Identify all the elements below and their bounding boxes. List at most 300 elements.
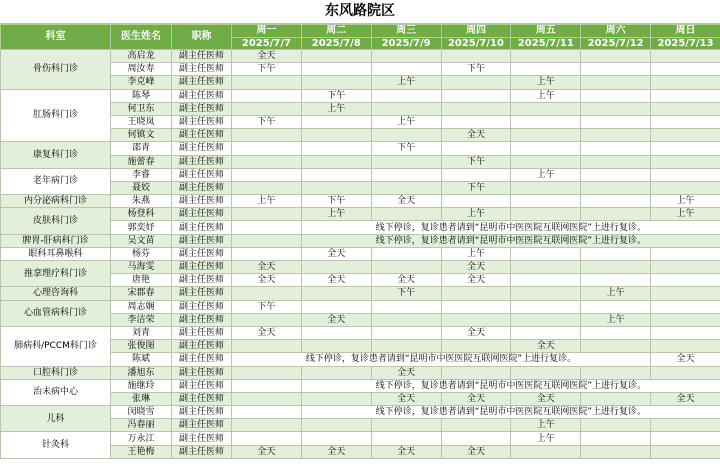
schedule-cell: 上午 xyxy=(581,287,651,300)
table-row xyxy=(1,406,720,419)
department-name: 脾胃-肝病科门诊 xyxy=(1,234,111,247)
schedule-cell: 上午 xyxy=(511,76,581,89)
schedule-cell xyxy=(371,313,441,326)
schedule-cell xyxy=(232,234,302,247)
table-row xyxy=(1,50,720,63)
doctor-position: 副主任医师 xyxy=(172,142,232,155)
doctor-name: 冯春丽 xyxy=(111,419,172,432)
doctor-position: 副主任医师 xyxy=(172,379,232,392)
schedule-cell xyxy=(581,155,651,168)
department-name: 肛肠科门诊 xyxy=(1,89,111,142)
doctor-name: 杨登科 xyxy=(111,208,172,221)
schedule-cell xyxy=(371,102,441,115)
schedule-cell xyxy=(581,419,651,432)
schedule-cell: 全天 xyxy=(371,445,441,458)
schedule-cell xyxy=(651,419,720,432)
doctor-position: 副主任医师 xyxy=(172,274,232,287)
doctor-position: 副主任医师 xyxy=(172,445,232,458)
table-row xyxy=(1,247,720,260)
schedule-cell xyxy=(651,181,720,194)
table-row xyxy=(1,261,720,274)
schedule-cell xyxy=(651,287,720,300)
schedule-cell xyxy=(232,366,302,379)
schedule-cell xyxy=(651,445,720,458)
schedule-cell xyxy=(511,326,581,339)
schedule-cell xyxy=(301,63,371,76)
schedule-cell xyxy=(301,340,371,353)
header-weekday: 周五 xyxy=(511,25,581,38)
header-weekday: 周四 xyxy=(441,25,511,38)
schedule-cell: 全天 xyxy=(301,247,371,260)
department-name: 内分泌病科门诊 xyxy=(1,195,111,208)
department-name: 眼科耳鼻喉科 xyxy=(1,247,111,260)
schedule-cell: 下午 xyxy=(441,155,511,168)
schedule-cell xyxy=(581,432,651,445)
schedule-cell: 下午 xyxy=(441,181,511,194)
page-title: 东风路院区 xyxy=(0,0,720,24)
schedule-cell xyxy=(301,155,371,168)
schedule-cell: 全天 xyxy=(371,366,441,379)
schedule-cell xyxy=(511,313,581,326)
doctor-name: 闵晓雪 xyxy=(111,406,172,419)
header-position: 职称 xyxy=(172,25,232,50)
department-name: 心血管病科门诊 xyxy=(1,300,111,326)
schedule-cell xyxy=(232,379,302,392)
schedule-cell xyxy=(371,129,441,142)
doctor-name: 潘旭东 xyxy=(111,366,172,379)
department-name: 肺病科/PCCM科门诊 xyxy=(1,326,111,366)
schedule-cell xyxy=(651,89,720,102)
schedule-cell: 全天 xyxy=(232,261,302,274)
schedule-cell: 上午 xyxy=(651,208,720,221)
header-weekday: 周日 xyxy=(651,25,720,38)
schedule-cell: 全天 xyxy=(371,195,441,208)
doctor-position: 副主任医师 xyxy=(172,76,232,89)
schedule-cell: 上午 xyxy=(511,168,581,181)
doctor-position: 副主任医师 xyxy=(172,392,232,405)
doctor-name: 万永江 xyxy=(111,432,172,445)
schedule-cell: 上午 xyxy=(232,195,302,208)
table-row xyxy=(1,366,720,379)
schedule-cell xyxy=(301,392,371,405)
schedule-cell xyxy=(301,76,371,89)
department-name: 骨伤科门诊 xyxy=(1,50,111,90)
doctor-name: 陈琴 xyxy=(111,89,172,102)
doctor-position: 副主任医师 xyxy=(172,247,232,260)
schedule-cell: 全天 xyxy=(371,392,441,405)
schedule-cell xyxy=(581,261,651,274)
schedule-cell: 下午 xyxy=(301,89,371,102)
schedule-cell: 上午 xyxy=(371,115,441,128)
table-row xyxy=(1,326,720,339)
schedule-cell xyxy=(371,326,441,339)
doctor-name: 杨芬 xyxy=(111,247,172,260)
schedule-cell xyxy=(371,432,441,445)
department-name: 儿科 xyxy=(1,406,111,432)
schedule-cell xyxy=(511,208,581,221)
doctor-name: 邵青 xyxy=(111,142,172,155)
schedule-cell xyxy=(511,50,581,63)
schedule-cell: 上午 xyxy=(511,89,581,102)
schedule-cell xyxy=(371,181,441,194)
schedule-cell: 下午 xyxy=(371,142,441,155)
header-date: 2025/7/11 xyxy=(511,38,581,50)
schedule-cell xyxy=(651,115,720,128)
schedule-cell xyxy=(581,89,651,102)
schedule-cell xyxy=(511,274,581,287)
doctor-position: 副主任医师 xyxy=(172,208,232,221)
doctor-position: 副主任医师 xyxy=(172,340,232,353)
schedule-cell xyxy=(581,326,651,339)
schedule-cell xyxy=(581,366,651,379)
header-date: 2025/7/9 xyxy=(371,38,441,50)
schedule-cell xyxy=(232,208,302,221)
schedule-cell: 全天 xyxy=(441,392,511,405)
doctor-position: 副主任医师 xyxy=(172,50,232,63)
doctor-position: 副主任医师 xyxy=(172,406,232,419)
schedule-cell xyxy=(441,287,511,300)
schedule-cell xyxy=(441,366,511,379)
schedule-cell: 上午 xyxy=(511,432,581,445)
header-weekday: 周六 xyxy=(581,25,651,38)
schedule-cell xyxy=(301,287,371,300)
schedule-cell: 下午 xyxy=(232,63,302,76)
doctor-name: 陈斌 xyxy=(111,353,172,366)
schedule-cell: 上午 xyxy=(371,76,441,89)
department-name: 口腔科门诊 xyxy=(1,366,111,379)
doctor-position: 副主任医师 xyxy=(172,326,232,339)
doctor-position: 副主任医师 xyxy=(172,155,232,168)
schedule-cell xyxy=(651,366,720,379)
doctor-position: 副主任医师 xyxy=(172,234,232,247)
table-row xyxy=(1,379,720,392)
schedule-cell xyxy=(581,63,651,76)
schedule-cell xyxy=(232,247,302,260)
schedule-cell xyxy=(581,392,651,405)
schedule-cell xyxy=(371,50,441,63)
schedule-cell xyxy=(651,142,720,155)
schedule-cell xyxy=(511,300,581,313)
doctor-position: 副主任医师 xyxy=(172,195,232,208)
doctor-position: 副主任医师 xyxy=(172,129,232,142)
schedule-cell xyxy=(651,129,720,142)
table-row xyxy=(1,89,720,102)
schedule-cell xyxy=(301,326,371,339)
department-name: 治未病中心 xyxy=(1,379,111,405)
header-weekday: 周三 xyxy=(371,25,441,38)
doctor-name: 周汝寿 xyxy=(111,63,172,76)
schedule-cell xyxy=(511,287,581,300)
doctor-name: 李洁荣 xyxy=(111,313,172,326)
doctor-name: 王晓岚 xyxy=(111,115,172,128)
table-row xyxy=(1,142,720,155)
schedule-cell xyxy=(651,63,720,76)
doctor-name: 唐艳 xyxy=(111,274,172,287)
schedule-cell xyxy=(441,168,511,181)
schedule-cell xyxy=(441,50,511,63)
schedule-cell: 全天 xyxy=(232,50,302,63)
schedule-cell xyxy=(581,102,651,115)
schedule-cell xyxy=(581,129,651,142)
department-name: 推拿理疗科门诊 xyxy=(1,261,111,287)
schedule-cell: 全天 xyxy=(232,326,302,339)
schedule-cell xyxy=(511,155,581,168)
schedule-cell: 下午 xyxy=(232,115,302,128)
doctor-name: 聂姣 xyxy=(111,181,172,194)
schedule-cell: 上午 xyxy=(581,313,651,326)
schedule-cell xyxy=(232,313,302,326)
schedule-cell xyxy=(232,340,302,353)
doctor-position: 副主任医师 xyxy=(172,419,232,432)
schedule-cell xyxy=(441,195,511,208)
header-date: 2025/7/7 xyxy=(232,38,302,50)
doctor-position: 副主任医师 xyxy=(172,89,232,102)
schedule-cell xyxy=(651,76,720,89)
doctor-name: 李克峰 xyxy=(111,76,172,89)
schedule-cell xyxy=(511,247,581,260)
schedule-cell xyxy=(232,168,302,181)
table-row xyxy=(1,168,720,181)
schedule-cell xyxy=(301,168,371,181)
schedule-cell xyxy=(581,274,651,287)
doctor-name: 宋郡春 xyxy=(111,287,172,300)
schedule-cell xyxy=(651,168,720,181)
doctor-name: 朱燕 xyxy=(111,195,172,208)
suspension-notice: 线下停诊，复诊患者请到“昆明市中医医院互联网医院”上进行复诊。 xyxy=(301,406,720,419)
schedule-cell xyxy=(232,221,302,234)
schedule-cell: 上午 xyxy=(651,195,720,208)
suspension-notice: 线下停诊，复诊患者请到“昆明市中医医院互联网医院”上进行复诊。 xyxy=(232,353,651,366)
schedule-cell xyxy=(511,445,581,458)
doctor-name: 马海雯 xyxy=(111,261,172,274)
doctor-name: 张俊图 xyxy=(111,340,172,353)
schedule-cell: 全天 xyxy=(301,445,371,458)
schedule-cell xyxy=(232,406,302,419)
schedule-cell xyxy=(511,142,581,155)
doctor-position: 副主任医师 xyxy=(172,353,232,366)
table-body xyxy=(1,50,720,459)
schedule-cell xyxy=(511,195,581,208)
schedule-cell xyxy=(511,115,581,128)
schedule-cell xyxy=(581,195,651,208)
schedule-cell xyxy=(441,300,511,313)
schedule-cell xyxy=(301,432,371,445)
schedule-cell: 下午 xyxy=(232,300,302,313)
department-name: 针灸科 xyxy=(1,432,111,458)
schedule-cell: 上午 xyxy=(301,208,371,221)
schedule-cell xyxy=(581,247,651,260)
schedule-cell xyxy=(232,392,302,405)
doctor-position: 副主任医师 xyxy=(172,432,232,445)
schedule-cell xyxy=(232,432,302,445)
header-date: 2025/7/10 xyxy=(441,38,511,50)
schedule-cell xyxy=(441,89,511,102)
schedule-cell xyxy=(581,445,651,458)
doctor-name: 施蕾春 xyxy=(111,155,172,168)
schedule-cell xyxy=(232,102,302,115)
doctor-position: 副主任医师 xyxy=(172,366,232,379)
schedule-cell: 全天 xyxy=(301,274,371,287)
schedule-cell xyxy=(581,142,651,155)
doctor-position: 副主任医师 xyxy=(172,221,232,234)
schedule-cell xyxy=(581,168,651,181)
schedule-cell xyxy=(232,181,302,194)
doctor-position: 副主任医师 xyxy=(172,261,232,274)
schedule-cell: 全天 xyxy=(441,129,511,142)
schedule-table xyxy=(0,24,720,459)
schedule-cell xyxy=(232,287,302,300)
header-date: 2025/7/8 xyxy=(301,38,371,50)
schedule-cell: 下午 xyxy=(371,287,441,300)
schedule-cell xyxy=(511,261,581,274)
schedule-cell xyxy=(301,181,371,194)
table-row xyxy=(1,195,720,208)
schedule-cell xyxy=(581,300,651,313)
schedule-cell xyxy=(371,340,441,353)
schedule-cell xyxy=(232,419,302,432)
schedule-cell xyxy=(441,76,511,89)
schedule-cell xyxy=(232,155,302,168)
schedule-cell: 全天 xyxy=(441,445,511,458)
doctor-name: 施继玲 xyxy=(111,379,172,392)
doctor-position: 副主任医师 xyxy=(172,115,232,128)
schedule-cell: 全天 xyxy=(651,353,720,366)
schedule-cell: 全天 xyxy=(441,261,511,274)
schedule-cell xyxy=(232,142,302,155)
schedule-cell: 全天 xyxy=(232,445,302,458)
schedule-cell: 全天 xyxy=(441,274,511,287)
header-dept: 科室 xyxy=(1,25,111,50)
table-row xyxy=(1,234,720,247)
doctor-name: 周志娴 xyxy=(111,300,172,313)
doctor-name: 何卫东 xyxy=(111,102,172,115)
schedule-cell xyxy=(651,247,720,260)
department-name: 皮肤科门诊 xyxy=(1,208,111,234)
schedule-cell xyxy=(651,340,720,353)
schedule-cell xyxy=(301,261,371,274)
schedule-cell xyxy=(301,419,371,432)
doctor-position: 副主任医师 xyxy=(172,168,232,181)
schedule-cell xyxy=(651,102,720,115)
schedule-cell: 上午 xyxy=(511,419,581,432)
schedule-cell xyxy=(651,432,720,445)
schedule-cell xyxy=(301,300,371,313)
schedule-cell: 上午 xyxy=(441,247,511,260)
schedule-cell xyxy=(441,313,511,326)
schedule-cell: 全天 xyxy=(301,313,371,326)
header-doctor: 医生姓名 xyxy=(111,25,172,50)
doctor-name: 何镇文 xyxy=(111,129,172,142)
doctor-name: 吴文苗 xyxy=(111,234,172,247)
doctor-position: 副主任医师 xyxy=(172,102,232,115)
schedule-cell: 上午 xyxy=(301,102,371,115)
schedule-cell xyxy=(651,313,720,326)
schedule-cell xyxy=(232,76,302,89)
doctor-name: 李睿 xyxy=(111,168,172,181)
schedule-cell xyxy=(581,181,651,194)
schedule-cell xyxy=(371,419,441,432)
suspension-notice: 线下停诊，复诊患者请到“昆明市中医医院互联网医院”上进行复诊。 xyxy=(301,221,720,234)
department-name: 康复科门诊 xyxy=(1,142,111,168)
schedule-cell xyxy=(371,208,441,221)
schedule-cell xyxy=(441,102,511,115)
schedule-cell xyxy=(441,115,511,128)
schedule-cell xyxy=(581,50,651,63)
department-name: 老年病门诊 xyxy=(1,168,111,194)
schedule-cell xyxy=(301,115,371,128)
doctor-position: 副主任医师 xyxy=(172,63,232,76)
doctor-name: 王艳梅 xyxy=(111,445,172,458)
schedule-cell xyxy=(371,63,441,76)
doctor-name: 刘青 xyxy=(111,326,172,339)
schedule-cell: 全天 xyxy=(441,326,511,339)
schedule-cell xyxy=(371,300,441,313)
schedule-cell xyxy=(511,102,581,115)
schedule-cell xyxy=(511,63,581,76)
schedule-cell xyxy=(651,261,720,274)
schedule-cell: 全天 xyxy=(232,274,302,287)
schedule-cell: 全天 xyxy=(511,392,581,405)
schedule-cell xyxy=(511,129,581,142)
schedule-cell xyxy=(511,366,581,379)
header-date: 2025/7/13 xyxy=(651,38,720,50)
schedule-cell: 全天 xyxy=(651,392,720,405)
department-name: 心理咨询科 xyxy=(1,287,111,300)
doctor-name: 张琳 xyxy=(111,392,172,405)
schedule-cell: 下午 xyxy=(441,63,511,76)
schedule-cell xyxy=(511,181,581,194)
table-row xyxy=(1,300,720,313)
header-weekday: 周一 xyxy=(232,25,302,38)
schedule-cell xyxy=(371,155,441,168)
schedule-cell xyxy=(301,50,371,63)
header-date: 2025/7/12 xyxy=(581,38,651,50)
doctor-name: 郭奕妤 xyxy=(111,221,172,234)
doctor-position: 副主任医师 xyxy=(172,313,232,326)
table-row xyxy=(1,208,720,221)
suspension-notice: 线下停诊，复诊患者请到“昆明市中医医院互联网医院”上进行复诊。 xyxy=(301,234,720,247)
schedule-cell xyxy=(301,142,371,155)
schedule-cell xyxy=(232,129,302,142)
schedule-cell: 下午 xyxy=(301,195,371,208)
schedule-cell xyxy=(301,366,371,379)
schedule-cell xyxy=(581,208,651,221)
schedule-cell xyxy=(441,432,511,445)
table-row xyxy=(1,287,720,300)
schedule-cell xyxy=(301,129,371,142)
schedule-cell xyxy=(581,115,651,128)
schedule-cell xyxy=(441,340,511,353)
schedule-cell xyxy=(232,89,302,102)
schedule-cell xyxy=(651,274,720,287)
schedule-cell: 全天 xyxy=(511,340,581,353)
schedule-cell xyxy=(371,89,441,102)
doctor-position: 副主任医师 xyxy=(172,287,232,300)
header-weekday: 周二 xyxy=(301,25,371,38)
schedule-cell xyxy=(441,142,511,155)
schedule-cell: 上午 xyxy=(441,208,511,221)
schedule-cell xyxy=(371,261,441,274)
schedule-cell xyxy=(651,155,720,168)
schedule-cell xyxy=(651,50,720,63)
schedule-cell xyxy=(371,168,441,181)
doctor-name: 高启龙 xyxy=(111,50,172,63)
doctor-position: 副主任医师 xyxy=(172,181,232,194)
schedule-cell xyxy=(441,419,511,432)
schedule-cell xyxy=(581,340,651,353)
table-row xyxy=(1,432,720,445)
schedule-cell xyxy=(371,247,441,260)
